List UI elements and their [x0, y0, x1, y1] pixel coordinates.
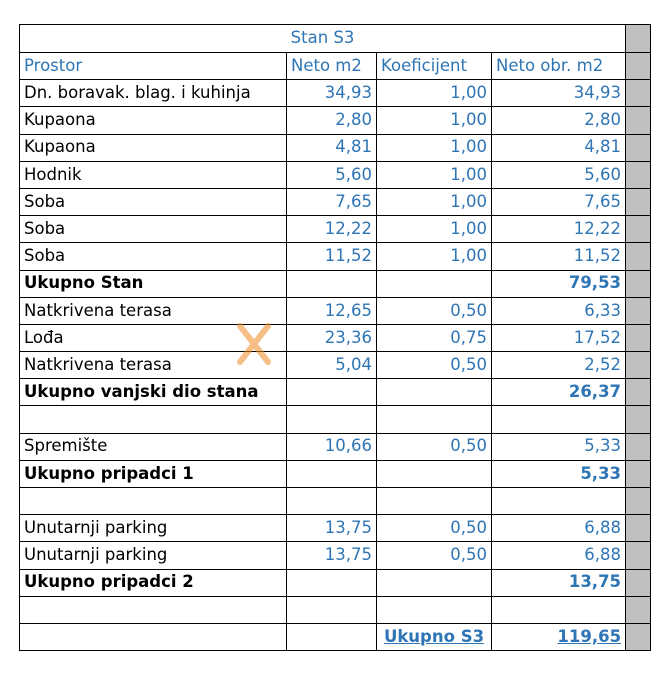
cell-koeficijent: 1,00 [377, 80, 492, 107]
empty-cell [377, 406, 492, 433]
grand-total-label: Ukupno S3 [377, 623, 492, 650]
cell-neto-m2: 12,65 [287, 297, 377, 324]
table-row [20, 243, 651, 270]
empty-cell [20, 488, 287, 515]
subtotal-row [20, 569, 651, 596]
cell-koeficijent: 1,00 [377, 161, 492, 188]
cell-prostor: Ukupno pripadci 1 [20, 460, 287, 487]
side-column-cell [626, 324, 651, 351]
table-row [20, 515, 651, 542]
cell-prostor: Soba [20, 216, 287, 243]
cell-koeficijent: 0,50 [377, 352, 492, 379]
empty-cell [20, 406, 287, 433]
table-row [20, 161, 651, 188]
table-row [20, 80, 651, 107]
cell-koeficijent: 0,50 [377, 297, 492, 324]
empty-cell [287, 406, 377, 433]
empty-cell [287, 569, 377, 596]
table-title-row [20, 25, 651, 53]
cell-neto-m2: 5,60 [287, 161, 377, 188]
cell-neto-m2: 12,22 [287, 216, 377, 243]
empty-cell [377, 569, 492, 596]
cell-neto-m2: 13,75 [287, 515, 377, 542]
cell-neto-obr-m2: 12,22 [492, 216, 626, 243]
cell-koeficijent: 1,00 [377, 107, 492, 134]
cell-neto-m2: 4,81 [287, 134, 377, 161]
cell-koeficijent: 0,50 [377, 433, 492, 460]
cell-neto-obr-m2: 2,52 [492, 352, 626, 379]
grand-total-value: 119,65 [492, 623, 626, 650]
side-column-cell [626, 270, 651, 297]
table-row [20, 542, 651, 569]
cell-neto-obr-m2: 4,81 [492, 134, 626, 161]
cell-koeficijent: 0,75 [377, 324, 492, 351]
side-column-cell [626, 243, 651, 270]
empty-cell [377, 488, 492, 515]
side-column-cell [626, 352, 651, 379]
cell-neto-obr-m2: 13,75 [492, 569, 626, 596]
empty-cell [287, 270, 377, 297]
cell-prostor: Natkrivena terasa [20, 352, 287, 379]
header-neto-obr-m2: Neto obr. m2 [492, 53, 626, 80]
cell-neto-obr-m2: 26,37 [492, 379, 626, 406]
side-column-cell [626, 80, 651, 107]
cell-neto-obr-m2: 6,88 [492, 542, 626, 569]
side-column-cell [626, 134, 651, 161]
cell-neto-obr-m2: 5,33 [492, 433, 626, 460]
cell-neto-m2: 5,04 [287, 352, 377, 379]
cell-neto-obr-m2: 5,33 [492, 460, 626, 487]
cell-koeficijent: 0,50 [377, 515, 492, 542]
cell-prostor: Ukupno pripadci 2 [20, 569, 287, 596]
side-column-cell [626, 488, 651, 515]
cell-neto-m2: 10,66 [287, 433, 377, 460]
side-column-cell [626, 216, 651, 243]
side-column-cell [626, 460, 651, 487]
cell-neto-m2: 11,52 [287, 243, 377, 270]
subtotal-row [20, 270, 651, 297]
side-column-cell [626, 53, 651, 80]
side-column-cell [626, 188, 651, 215]
cell-neto-obr-m2: 11,52 [492, 243, 626, 270]
side-column-cell [626, 25, 651, 53]
cell-koeficijent: 1,00 [377, 134, 492, 161]
cell-neto-m2: 34,93 [287, 80, 377, 107]
empty-row [20, 406, 651, 433]
table-header-row [20, 53, 651, 80]
empty-row [20, 596, 651, 623]
empty-cell [287, 623, 377, 650]
table-row [20, 216, 651, 243]
cell-koeficijent: 1,00 [377, 216, 492, 243]
table-row [20, 134, 651, 161]
cell-prostor: Spremište [20, 433, 287, 460]
empty-cell [377, 460, 492, 487]
side-column-cell [626, 379, 651, 406]
cell-neto-m2: 7,65 [287, 188, 377, 215]
cell-prostor: Kupaona [20, 134, 287, 161]
side-column-cell [626, 161, 651, 188]
empty-cell [492, 488, 626, 515]
header-neto-m2: Neto m2 [287, 53, 377, 80]
cell-koeficijent: 1,00 [377, 188, 492, 215]
header-prostor: Prostor [20, 53, 287, 80]
subtotal-row [20, 379, 651, 406]
table-row [20, 188, 651, 215]
cell-neto-obr-m2: 7,65 [492, 188, 626, 215]
side-column-cell [626, 406, 651, 433]
grand-total-row [20, 623, 651, 650]
cell-koeficijent: 0,50 [377, 542, 492, 569]
cell-prostor: Unutarnji parking [20, 542, 287, 569]
cell-prostor: Ukupno Stan [20, 270, 287, 297]
side-column-cell [626, 515, 651, 542]
cell-prostor: Hodnik [20, 161, 287, 188]
cell-prostor: Lođa [20, 324, 287, 351]
cell-neto-obr-m2: 5,60 [492, 161, 626, 188]
cell-neto-obr-m2: 34,93 [492, 80, 626, 107]
cell-prostor: Soba [20, 188, 287, 215]
table-row [20, 107, 651, 134]
empty-cell [20, 596, 287, 623]
cell-neto-m2: 2,80 [287, 107, 377, 134]
cell-neto-m2: 23,36 [287, 324, 377, 351]
empty-cell [377, 596, 492, 623]
side-column-cell [626, 596, 651, 623]
side-column-cell [626, 623, 651, 650]
side-column-cell [626, 297, 651, 324]
side-column-cell [626, 107, 651, 134]
table-title: Stan S3 [20, 25, 626, 53]
empty-row [20, 488, 651, 515]
cell-neto-obr-m2: 6,33 [492, 297, 626, 324]
side-column-cell [626, 542, 651, 569]
empty-cell [492, 406, 626, 433]
cell-prostor: Ukupno vanjski dio stana [20, 379, 287, 406]
empty-cell [287, 596, 377, 623]
watermark-logo [228, 318, 448, 372]
cell-neto-m2: 13,75 [287, 542, 377, 569]
cell-neto-obr-m2: 79,53 [492, 270, 626, 297]
header-koeficijent: Koeficijent [377, 53, 492, 80]
cell-prostor: Kupaona [20, 107, 287, 134]
cell-prostor: Natkrivena terasa [20, 297, 287, 324]
side-column-cell [626, 569, 651, 596]
cell-prostor: Dn. boravak. blag. i kuhinja [20, 80, 287, 107]
empty-cell [287, 379, 377, 406]
cell-neto-obr-m2: 2,80 [492, 107, 626, 134]
cell-prostor: Soba [20, 243, 287, 270]
cell-neto-obr-m2: 6,88 [492, 515, 626, 542]
empty-cell [377, 379, 492, 406]
cell-neto-obr-m2: 17,52 [492, 324, 626, 351]
empty-cell [20, 623, 287, 650]
cell-prostor: Unutarnji parking [20, 515, 287, 542]
side-column-cell [626, 433, 651, 460]
cell-koeficijent: 1,00 [377, 243, 492, 270]
table-row [20, 433, 651, 460]
empty-cell [287, 460, 377, 487]
empty-cell [492, 596, 626, 623]
empty-cell [377, 270, 492, 297]
subtotal-row [20, 460, 651, 487]
empty-cell [287, 488, 377, 515]
